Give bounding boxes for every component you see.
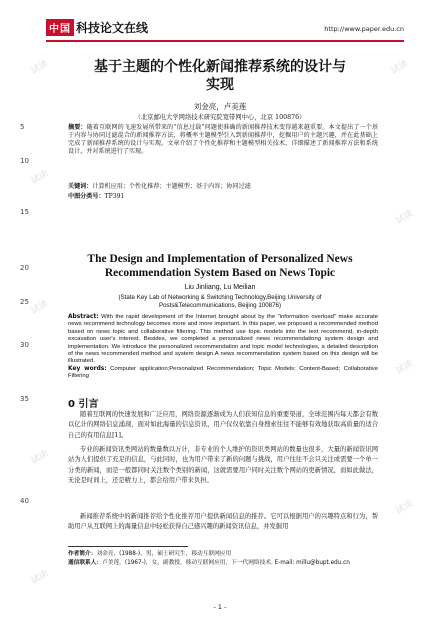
abstract-en	[68, 314, 378, 366]
footnote-contact	[68, 560, 388, 567]
footnote-author	[68, 551, 388, 558]
page-header	[46, 16, 404, 38]
title-line-1: 基于主题的个性化新闻推荐系统的设计与	[94, 59, 346, 75]
affiliation-en-line-1: (State Key Lab of Networking & Switching Technology,Beijing University of	[118, 294, 322, 301]
footnote-contact-label: 通信联系人：	[68, 560, 103, 566]
keywords-en	[68, 366, 378, 381]
footnote-divider	[68, 546, 188, 547]
affiliation-zh: （北京邮电大学网络技术研究院宽带网中心，北京 100876）	[134, 114, 306, 121]
affiliation-en	[60, 294, 380, 309]
intro-paragraph-1: 随着互联网的快速发展和广泛应用，网络资源逐渐成为人们获知信息的重要渠道，全球范围内每天都会有数以亿计的网络信息涌现，面对如此海量的信息资讯，用户仅仅依靠自身搜索往往不能够有效地获取高质量的适合自己的有用信息[1]。	[68, 411, 378, 439]
watermark: 试读	[29, 168, 51, 187]
abstract-label-zh: 摘要：	[68, 124, 87, 131]
authors-zh: 刘金亮，卢美莲	[193, 102, 247, 111]
watermark: 试读	[389, 58, 411, 77]
keywords-text-zh: 计算机应用；个性化推荐；主题模型；基于内容；协同过滤	[92, 183, 251, 190]
title-line-2: 实现	[206, 77, 234, 93]
footnote-author-text: 刘金亮，(1988-)，男，硕士研究生，移动互联网应用	[96, 551, 232, 557]
watermark: 试读	[29, 448, 51, 467]
paper-title-en	[60, 252, 380, 280]
line-number: 30	[20, 341, 29, 349]
keywords-zh	[68, 183, 378, 191]
line-number: 10	[20, 157, 29, 165]
abstract-zh	[68, 124, 378, 156]
watermark: 试读	[394, 358, 416, 377]
abstract-label-en: Abstract:	[68, 314, 99, 320]
line-number: 40	[20, 497, 29, 505]
site-logo[interactable]	[46, 19, 148, 36]
watermark: 试读	[394, 208, 416, 227]
clc-text: TP391	[104, 193, 125, 200]
footnote-author-label: 作者简介：	[68, 551, 97, 557]
intro-paragraph-3: 新闻推荐系统中的新闻推荐给个性化推荐用户提供新闻信息的推荐。它可以根据用户的兴趣特点和行为，帮助用户从互联网上的海量信息中轻松获得自己感兴趣的新闻资讯信息，并发掘用	[68, 513, 378, 531]
line-number: 20	[20, 264, 29, 272]
affiliation-en-line-2: Posts&Telecommunications, Beijing 100876)	[158, 301, 282, 309]
line-number: 5	[20, 123, 25, 131]
keywords-label-en: Key words:	[68, 366, 107, 372]
line-number: 25	[20, 298, 29, 306]
watermark: 试读	[29, 298, 51, 317]
logo-mark: 中国	[46, 19, 74, 36]
watermark: 试读	[394, 498, 416, 517]
watermark: 试读	[29, 58, 51, 77]
clc-label: 中图分类号：	[68, 193, 105, 200]
keywords-text-en: Computer application;Personalized Recommendation; Topic Models; Content-Based; Collaborative Filtering	[68, 366, 378, 380]
abstract-text-en: With the rapid development of the Internet brought about by the "information overload" make accurate news recommend technology becomes more and more important. In this paper, we proposed a recommended method based on news topic and collaborative filtering. This method use topic models into the text recommend, in-depth excavation user's interest. Besides, we completed a personalized news recommendationg system design and implementation. We introduce the personalized recommendation and topic model technologies, a detailed description of the news recommended method and system design.A news recommendation system based on this design will be illustrated.	[68, 314, 378, 365]
paper-title-zh	[60, 58, 380, 94]
authors-en: Liu Jinliang, Lu Meilian	[184, 284, 256, 291]
title-en-line-2: Recommendation System Based on News Topic	[104, 267, 336, 279]
section-heading: 0 引言	[68, 399, 99, 410]
title-en-line-1: The Design and Implementation of Personalized News	[87, 253, 353, 265]
header-divider	[46, 40, 404, 42]
watermark: 试读	[29, 568, 51, 587]
abstract-text-zh: 随着互联网的飞速发展所带来的“信息过载”问题使准确的新闻推荐技术变得越来越重要。本文提出了一个基于内容与协同过滤混合的新闻推荐方法，将概率主题模型引入到新闻推荐中，挖掘用户的主题兴趣，并在此基础上完成了新闻推荐系统的设计与实现。文章介绍了个性化推荐和主题模型相关技术，详细描述了新闻推荐方法和系统设计，并对系统进行了实现。	[68, 124, 378, 156]
line-number: 35	[20, 395, 29, 403]
intro-paragraph-2: 专业的新闻资讯类网站的数量数以万计，非专业的个人维护的资讯类网站的数量也很多，大量的新闻资讯网站为人们提供了充足的信息，与此同时，也为用户带来了新的问题与挑战，用户往往不会只关注或需要一个单一分类的新闻，而是一般都同时关注数个类别的新闻，这就需要用户同时关注数个网站的更新情况，而如此做法，无论是时间上，还是精力上，都会给用户带来负担。	[68, 446, 378, 485]
keywords-label-zh: 关键词：	[68, 183, 93, 190]
logo-text: 科技论文在线	[76, 21, 149, 35]
site-url[interactable]: http://www.paper.edu.cn	[324, 25, 404, 33]
clc-number	[68, 193, 378, 201]
line-number: 15	[20, 208, 29, 216]
page-number: - 1 -	[213, 603, 227, 611]
footnote-contact-text: 卢美莲，(1967-)，女，副教授，移动互联网应用，下一代网络技术. E-mail: millu@bupt.edu.cn	[102, 560, 350, 566]
